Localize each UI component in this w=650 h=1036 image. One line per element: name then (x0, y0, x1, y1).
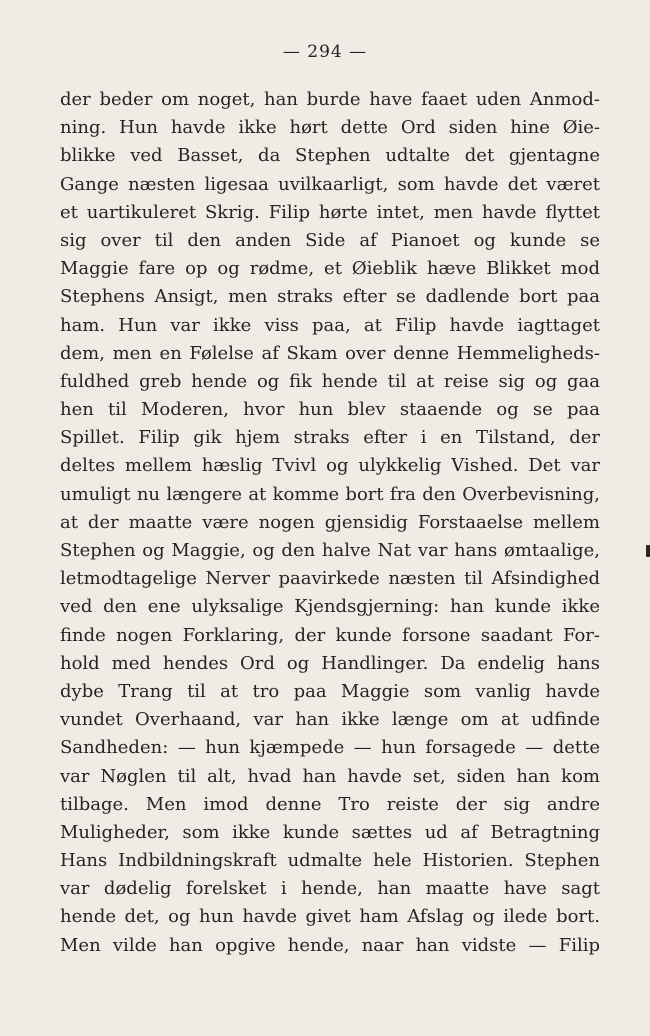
text-line: hold med hendes Ord og Handlinger. Da endelig hans (60, 652, 600, 674)
text-line: finde nogen Forklaring, der kunde forsone saadant For- (60, 624, 600, 646)
text-line: vundet Overhaand, var han ikke længe om at udfinde (60, 709, 600, 731)
body-text (60, 86, 600, 960)
text-line: dem, men en Følelse af Skam over denne Hemmeligheds- (60, 342, 600, 364)
text-line: ham. Hun var ikke viss paa, at Filip havde iagttaget (60, 314, 600, 336)
text-line: Sandheden: — hun kjæmpede — hun forsagede — dette (60, 737, 600, 759)
text-line: Spillet. Filip gik hjem straks efter i en Tilstand, der (60, 427, 600, 449)
text-line: Hans Indbildningskraft udmalte hele Historien. Stephen (60, 850, 600, 872)
text-line: Men vilde han opgive hende, naar han vidste — Filip (60, 934, 600, 956)
text-line: ning. Hun havde ikke hørt dette Ord siden hine Øie- (60, 117, 600, 139)
text-line: Maggie fare op og rødme, et Øieblik hæve Blikket mod (60, 258, 600, 280)
text-line: hende det, og hun havde givet ham Afslag og ilede bort. (60, 906, 600, 928)
text-line: at der maatte være nogen gjensidig Forstaaelse mellem (60, 511, 600, 533)
text-line: et uartikuleret Skrig. Filip hørte intet, men havde flyttet (60, 201, 600, 223)
text-line: ved den ene ulyksalige Kjendsgjerning: han kunde ikke (60, 596, 600, 618)
text-line: letmodtagelige Nerver paavirkede næsten til Afsindighed (60, 568, 600, 590)
text-line: dybe Trang til at tro paa Maggie som vanlig havde (60, 680, 600, 702)
text-line: Muligheder, som ikke kunde sættes ud af Betragtning (60, 821, 600, 843)
page-number-header: — 294 — (282, 42, 368, 62)
text-line: Gange næsten ligesaa uvilkaarligt, som havde det været (60, 173, 600, 195)
margin-ink-mark (646, 545, 650, 557)
text-line: Stephen og Maggie, og den halve Nat var hans ømtaalige, (60, 540, 600, 561)
text-line: fuldhed greb hende og fik hende til at reise sig og gaa (60, 370, 600, 392)
text-line: der beder om noget, han burde have faaet uden Anmod- (60, 89, 600, 110)
text-line: umuligt nu længere at komme bort fra den Overbevisning, (60, 483, 600, 505)
text-line: deltes mellem hæslig Tvivl og ulykkelig Vished. Det var (60, 455, 600, 477)
text-line: sig over til den anden Side af Pianoet og kunde se (60, 229, 600, 251)
text-line: hen til Moderen, hvor hun blev staaende og se paa (60, 399, 600, 421)
text-line: var Nøglen til alt, hvad han havde set, siden han kom (60, 765, 600, 787)
text-line: blikke ved Basset, da Stephen udtalte det gjentagne (60, 145, 600, 167)
text-line: tilbage. Men imod denne Tro reiste der sig andre (60, 793, 600, 815)
text-line: Stephens Ansigt, men straks efter se dadlende bort paa (60, 286, 600, 308)
text-line: var dødelig forelsket i hende, han maatte have sagt (60, 878, 600, 900)
